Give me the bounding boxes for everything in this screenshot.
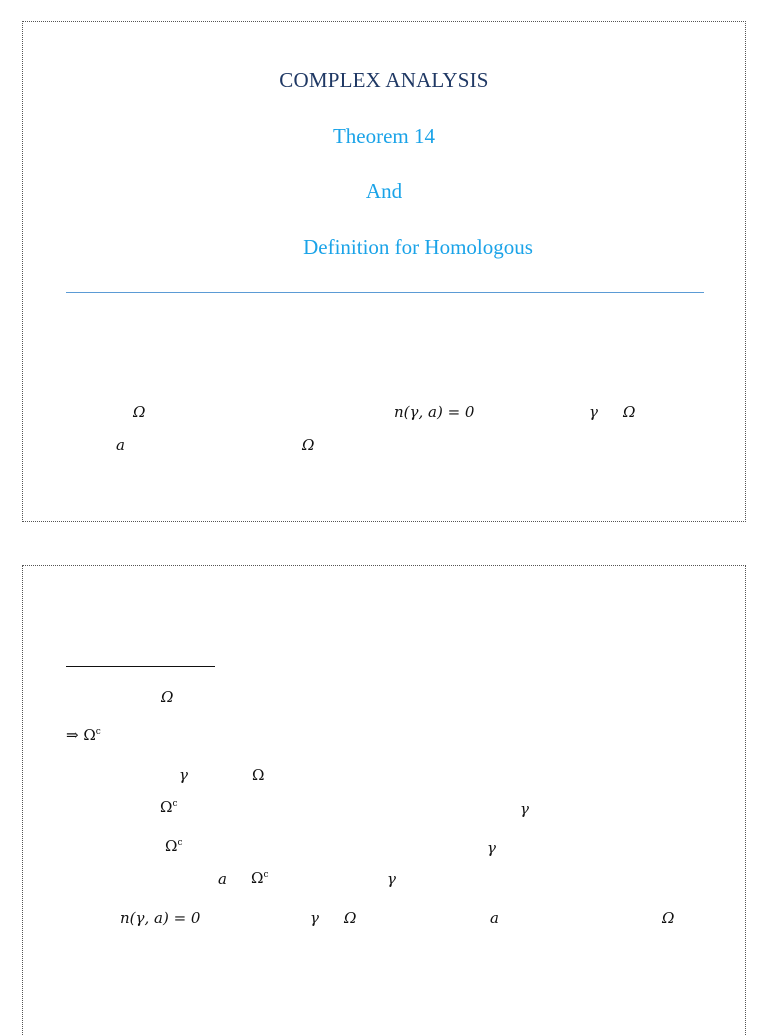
math-a: a — [116, 436, 125, 454]
math-gamma: γ — [589, 403, 598, 421]
math-omega: Ω — [623, 403, 636, 421]
page-1 — [22, 21, 746, 522]
math-omega: Ω — [161, 688, 174, 706]
title-divider — [66, 292, 704, 293]
math-omega: Ω — [302, 436, 315, 454]
math-gamma: γ — [387, 870, 396, 888]
math-gamma: γ — [179, 766, 188, 784]
math-gamma: γ — [520, 800, 529, 818]
math-omega: Ω — [662, 909, 675, 927]
math-winding-number: n(γ, a) = 0 — [394, 403, 475, 421]
math-a: a — [218, 870, 227, 888]
math-omega-complement: $\Omega^c$ — [251, 869, 269, 887]
math-implies-omega-complement: ⇒ $\Omega^c$ — [66, 726, 101, 744]
math-omega: Ω — [133, 403, 146, 421]
math-winding-number: n(γ, a) = 0 — [120, 909, 201, 927]
definition-heading: Definition for Homologous — [303, 235, 533, 259]
document-title: COMPLEX ANALYSIS — [279, 68, 489, 92]
math-omega-complement: $\Omega^c$ — [160, 798, 178, 816]
math-gamma: γ — [487, 839, 496, 857]
math-a: a — [490, 909, 499, 927]
math-omega: Ω — [344, 909, 357, 927]
theorem-heading: Theorem 14 — [332, 124, 436, 148]
and-heading: And — [365, 179, 403, 203]
page-2 — [22, 565, 746, 1035]
math-omega: Ω — [252, 766, 265, 784]
math-gamma: γ — [310, 909, 319, 927]
math-omega-complement: $\Omega^c$ — [165, 837, 183, 855]
section-underline — [66, 666, 215, 667]
